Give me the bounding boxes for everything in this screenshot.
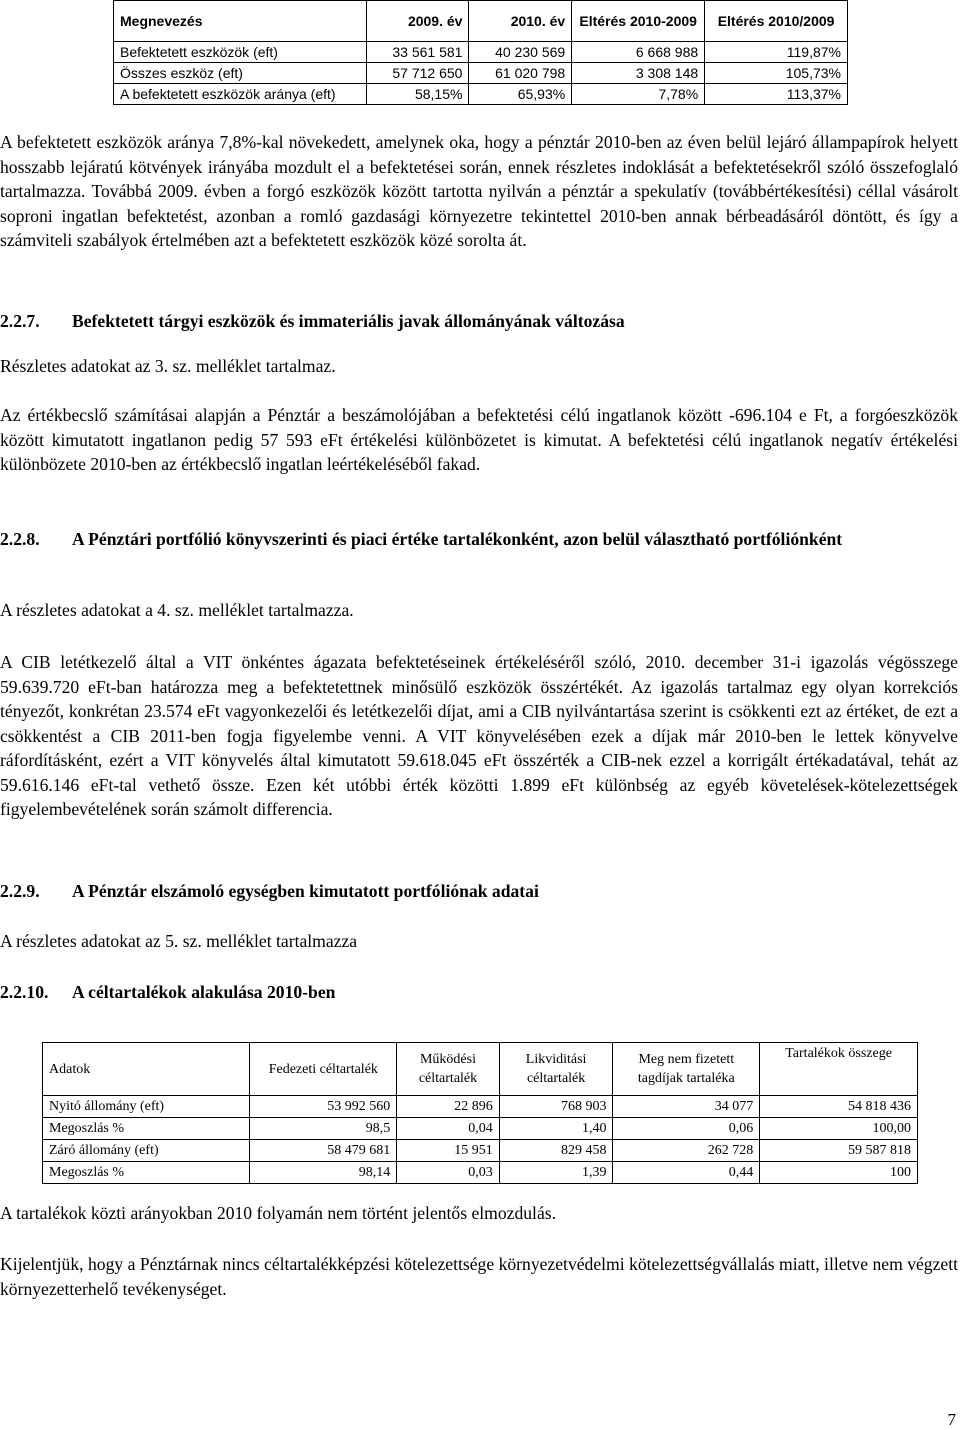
page-number: 7: [947, 1410, 956, 1429]
col-header-liquidity: Likviditási céltartalék: [499, 1043, 613, 1096]
table-cell: 40 230 569: [469, 42, 572, 63]
table-cell: Megoszlás %: [43, 1118, 250, 1140]
table-cell: 0,03: [397, 1162, 500, 1184]
table-cell: 3 308 148: [572, 63, 705, 84]
paragraph-details-4: A részletes adatokat a 4. sz. melléklet tartalmazza.: [0, 600, 354, 620]
paragraph-details-3: Részletes adatokat az 3. sz. melléklet tartalmaz.: [0, 356, 336, 376]
table-row: [43, 1096, 918, 1118]
section-title: Befektetett tárgyi eszközök és immateriális javak állományának változása: [72, 311, 625, 331]
table-cell: 0,06: [613, 1118, 760, 1140]
table-header-row: [43, 1043, 918, 1096]
table-cell: 98,5: [250, 1118, 397, 1140]
table-cell: 105,73%: [705, 63, 848, 84]
section-heading-2-2-9: [0, 879, 958, 904]
section-number: 2.2.7.: [0, 311, 40, 331]
table-cell: 58,15%: [366, 84, 469, 105]
section-heading-2-2-10: [0, 980, 958, 1005]
section-heading-2-2-8: [0, 527, 958, 552]
col-header-coverage: Fedezeti céltartalék: [250, 1043, 397, 1096]
table-cell: 59 587 818: [760, 1140, 918, 1162]
table-cell: Összes eszköz (eft): [114, 63, 367, 84]
paragraph-environmental-statement: Kijelentjük, hogy a Pénztárnak nincs céltartalékképzési kötelezettsége környezetvédelmi kötelezettségvállalás miatt, illetve nem végzett környezetterhelő tevékenységet.: [0, 1254, 958, 1299]
table-row: [43, 1162, 918, 1184]
col-header-unpaid: Meg nem fizetett tagdíjak tartaléka: [613, 1043, 760, 1096]
col-header-2010: 2010. év: [469, 1, 572, 42]
table-cell: 22 896: [397, 1096, 500, 1118]
table-cell: 54 818 436: [760, 1096, 918, 1118]
table-row: [43, 1140, 918, 1162]
col-header-total: Tartalékok összege: [760, 1043, 918, 1096]
table-cell: 61 020 798: [469, 63, 572, 84]
table-cell: Záró állomány (eft): [43, 1140, 250, 1162]
table-cell: 119,87%: [705, 42, 848, 63]
section-heading-2-2-7: [0, 309, 958, 334]
section-number: 2.2.10.: [0, 982, 49, 1002]
table-cell: 768 903: [499, 1096, 613, 1118]
table-cell: 57 712 650: [366, 63, 469, 84]
col-header-operating: Működési céltartalék: [397, 1043, 500, 1096]
table-cell: A befektetett eszközök aránya (eft): [114, 84, 367, 105]
table-cell: 262 728: [613, 1140, 760, 1162]
table-cell: 829 458: [499, 1140, 613, 1162]
reserves-table: [42, 1042, 918, 1184]
table-row: [114, 63, 848, 84]
table-row: [114, 42, 848, 63]
section-title: A céltartalékok alakulása 2010-ben: [72, 982, 336, 1002]
section-number: 2.2.9.: [0, 881, 40, 901]
table-cell: 1,40: [499, 1118, 613, 1140]
table-cell: 100: [760, 1162, 918, 1184]
paragraph-reserve-ratios: A tartalékok közti arányokban 2010 folyamán nem történt jelentős elmozdulás.: [0, 1203, 556, 1223]
table-cell: 100,00: [760, 1118, 918, 1140]
paragraph-valuation: Az értékbecslő számításai alapján a Pénztár a beszámolójában a befektetési célú ingatlanok között -696.104 e Ft, a forgóeszközök között kimutatott ingatlanon pedig 57 593 eFt értékelési különbözetet is kimutat. A befektetési célú ingatlanok negatív értékelési különbözete 2010-ben az értékbecslő ingatlan leértékeléséből fakad.: [0, 405, 958, 474]
col-header-2009: 2009. év: [366, 1, 469, 42]
paragraph-asset-ratio: A befektetett eszközök aránya 7,8%-kal növekedett, amelynek oka, hogy a pénztár 2010-ben az éven belül lejáró állampapírok helyett hosszabb lejáratú kötvények irányába mozdult el a befektetései során, ennek részletes indoklását a befektetésekről szóló összefoglaló tartalmazza. Továbbá 2009. évben a forgó eszközök között tartotta nyilván a pénztár a spekulatív (továbbértékesítési) céllal vásárolt soproni ingatlan befektetést, azonban a romló gazdasági környezetre tekintettel 2010-ben annak bérbeadásáról döntött, és így a számviteli szabályok értelmében azt a befektetett eszközök közé sorolta át.: [0, 132, 958, 250]
assets-table: [113, 0, 848, 105]
table-cell: 53 992 560: [250, 1096, 397, 1118]
table-cell: 113,37%: [705, 84, 848, 105]
col-header-ratio: Eltérés 2010/2009: [705, 1, 848, 42]
col-header-data: Adatok: [43, 1043, 250, 1096]
table-row: [43, 1118, 918, 1140]
table-cell: Megoszlás %: [43, 1162, 250, 1184]
section-title: A Pénztári portfólió könyvszerinti és piaci értéke tartalékonként, azon belül választható portfóliónként: [72, 529, 843, 549]
table-cell: Befektetett eszközök (eft): [114, 42, 367, 63]
section-title: A Pénztár elszámoló egységben kimutatott portfóliónak adatai: [72, 881, 539, 901]
table-cell: 15 951: [397, 1140, 500, 1162]
paragraph-details-5: A részletes adatokat az 5. sz. melléklet tartalmazza: [0, 931, 358, 951]
table-cell: 98,14: [250, 1162, 397, 1184]
table-cell: 0,44: [613, 1162, 760, 1184]
table-cell: 34 077: [613, 1096, 760, 1118]
table-cell: 65,93%: [469, 84, 572, 105]
paragraph-cib-valuation: A CIB letétkezelő által a VIT önkéntes ágazata befektetéseinek értékeléséről szóló, 2010. december 31-i igazolás végösszege 59.639.720 eFt-ban határozza meg a befektetettnek minősülő eszközök összértékét. Az igazolás tartalmaz egy olyan korrekciós tényezőt, konkrétan 23.574 eFt vagyonkezelői és letétkezelői díjat, ami a CIB nyilvántartása szerint is csökkenti ezt az értéket, de ezt a csökkentést a CIB 2011-ben fogja figyelembe venni. A VIT könyvelésében ezek a díjak már 2010-ben le lettek könyvelve ráfordításként, ezért a VIT könyvelés által kimutatott 59.618.045 eFt összérték a CIB-nek ezzel a korrigált értékadatával, tehát az 59.616.146 eFt-tal vethető össze. Ezen két utóbbi érték közötti 1.899 eFt különbség az egyéb követelések-kötelezettségek figyelembevételének során számolt differencia.: [0, 652, 958, 819]
table-cell: 1,39: [499, 1162, 613, 1184]
table-cell: 58 479 681: [250, 1140, 397, 1162]
table-cell: 6 668 988: [572, 42, 705, 63]
col-header-diff: Eltérés 2010-2009: [572, 1, 705, 42]
table-row: [114, 84, 848, 105]
table-cell: 33 561 581: [366, 42, 469, 63]
table-cell: Nyitó állomány (eft): [43, 1096, 250, 1118]
table-cell: 0,04: [397, 1118, 500, 1140]
table-cell: 7,78%: [572, 84, 705, 105]
table-header-row: [114, 1, 848, 42]
section-number: 2.2.8.: [0, 529, 40, 549]
col-header-name: Megnevezés: [114, 1, 367, 42]
